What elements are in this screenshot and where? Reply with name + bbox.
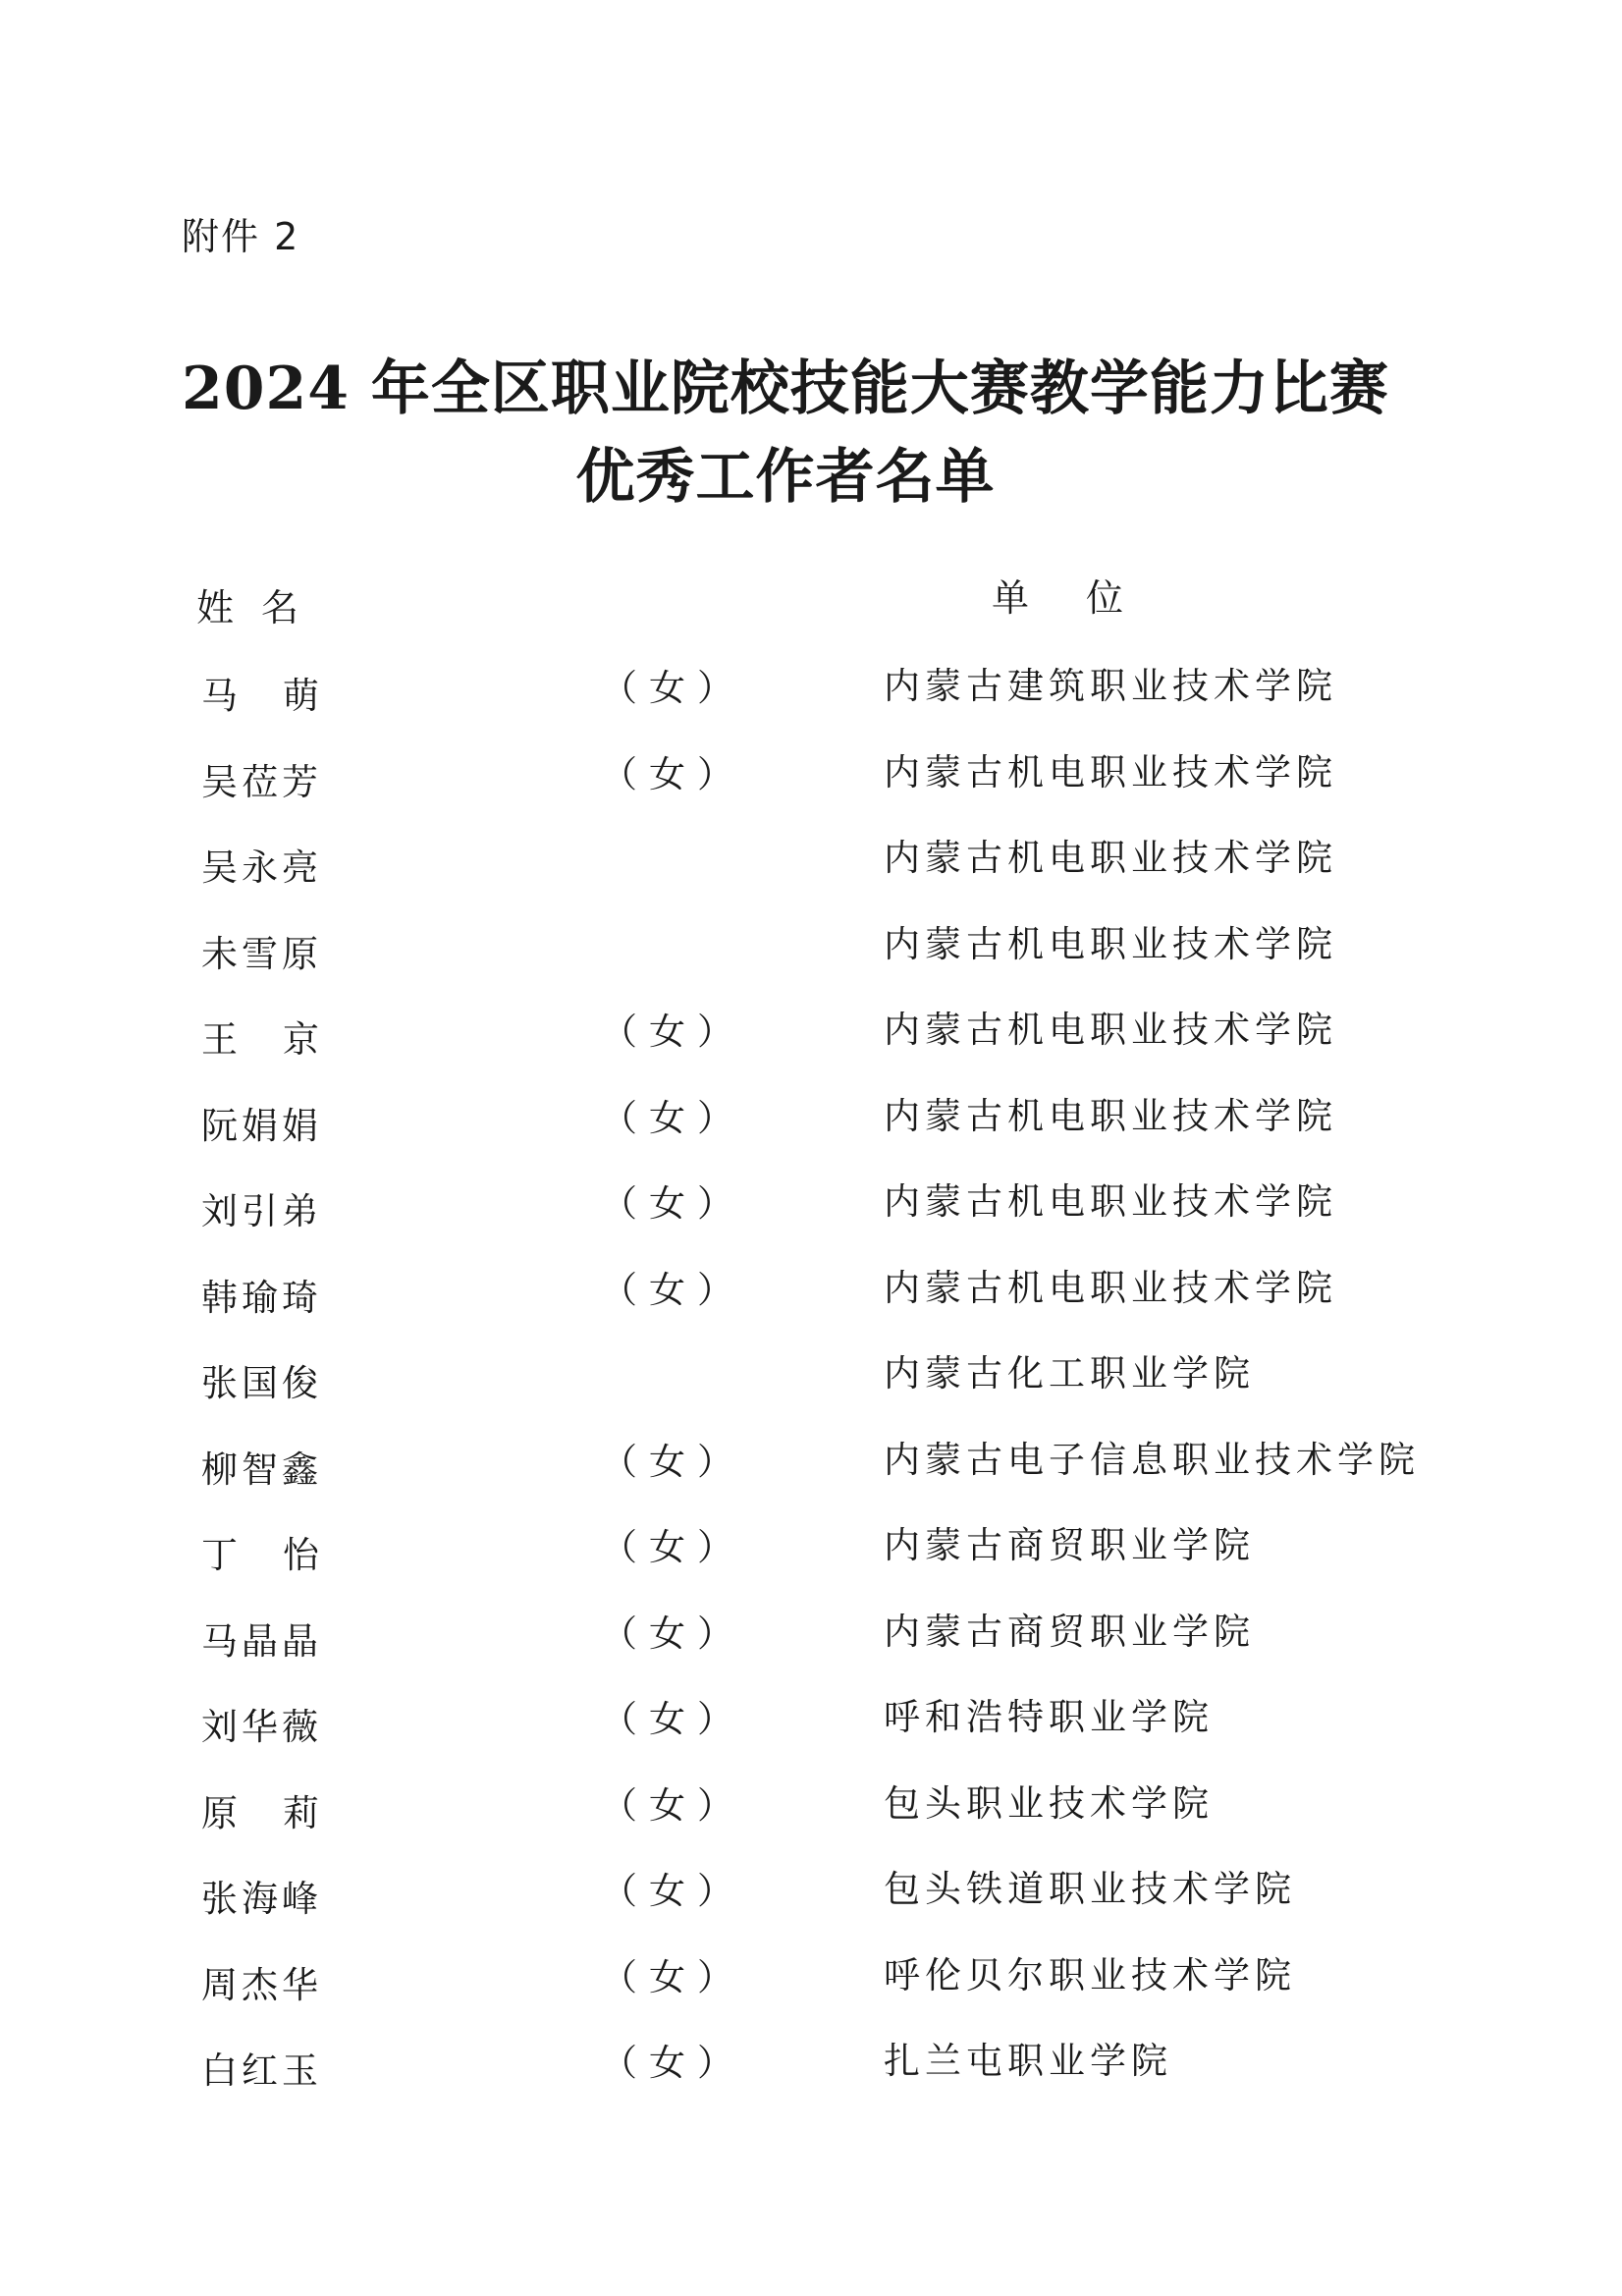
column-header-unit: 单位 — [992, 576, 1181, 620]
column-header-name: 姓名 — [196, 586, 327, 629]
unit-name: 呼伦贝尔职业技术学院 — [884, 1953, 1296, 1996]
list-item — [0, 1088, 1622, 1175]
list-item — [0, 744, 1622, 831]
gender-note: （女） — [601, 1268, 745, 1311]
gender-note: （女） — [601, 1870, 745, 1912]
document-title-line-1: 2024 年全区职业院校技能大赛教学能力比赛 — [182, 355, 1389, 423]
unit-name: 内蒙古机电职业技术学院 — [884, 837, 1337, 879]
person-name: 刘华薇 — [201, 1706, 322, 1748]
list-item — [0, 1776, 1622, 1862]
person-name: 柳智鑫 — [201, 1448, 322, 1491]
attachment-label: 附件 2 — [182, 215, 300, 258]
gender-note: （女） — [601, 1096, 745, 1139]
list-item — [0, 1174, 1622, 1260]
person-name: 马萌 — [201, 675, 364, 717]
person-name: 未雪原 — [201, 932, 322, 975]
person-name: 张海峰 — [201, 1878, 322, 1920]
unit-name: 内蒙古机电职业技术学院 — [884, 1094, 1337, 1137]
gender-note: （女） — [601, 1955, 745, 1998]
person-name: 吴永亮 — [201, 847, 322, 889]
person-name: 周杰华 — [201, 1963, 322, 2006]
gender-note: （女） — [601, 2042, 745, 2084]
list-item — [0, 1689, 1622, 1776]
unit-name: 扎兰屯职业学院 — [884, 2040, 1172, 2082]
list-item — [0, 1947, 1622, 2034]
gender-note: （女） — [601, 1698, 745, 1740]
list-item — [0, 1345, 1622, 1432]
list-item — [0, 1604, 1622, 1690]
list-item — [0, 658, 1622, 744]
list-item — [0, 1260, 1622, 1346]
unit-name: 内蒙古机电职业技术学院 — [884, 1266, 1337, 1309]
gender-note: （女） — [601, 1612, 745, 1655]
unit-name: 内蒙古商贸职业学院 — [884, 1524, 1255, 1566]
list-item — [0, 830, 1622, 916]
unit-name: 内蒙古化工职业学院 — [884, 1352, 1255, 1394]
gender-note: （女） — [601, 1182, 745, 1225]
unit-name: 内蒙古商贸职业学院 — [884, 1610, 1255, 1653]
gender-note: （女） — [601, 1526, 745, 1568]
person-name: 刘引弟 — [201, 1190, 322, 1232]
list-item — [0, 916, 1622, 1003]
person-name: 丁怡 — [201, 1534, 364, 1576]
list-item — [0, 1002, 1622, 1088]
unit-name: 内蒙古机电职业技术学院 — [884, 1009, 1337, 1051]
unit-name: 内蒙古机电职业技术学院 — [884, 922, 1337, 965]
gender-note: （女） — [601, 1783, 745, 1827]
person-name: 阮娟娟 — [201, 1104, 322, 1147]
unit-name: 包头铁道职业技术学院 — [884, 1868, 1296, 1910]
person-name: 张国俊 — [201, 1362, 322, 1404]
unit-name: 呼和浩特职业学院 — [884, 1696, 1214, 1738]
document-title-line-2: 优秀工作者名单 — [575, 443, 996, 512]
list-item — [0, 1432, 1622, 1518]
person-name: 王京 — [201, 1018, 364, 1061]
unit-name: 内蒙古建筑职业技术学院 — [884, 665, 1337, 707]
gender-note: （女） — [601, 1011, 745, 1053]
unit-name: 内蒙古机电职业技术学院 — [884, 750, 1337, 793]
person-name: 马晶晶 — [201, 1619, 322, 1663]
person-name: 韩瑜琦 — [201, 1276, 322, 1319]
unit-name: 内蒙古机电职业技术学院 — [884, 1180, 1337, 1223]
person-name: 白红玉 — [201, 2050, 322, 2092]
gender-note: （女） — [601, 667, 745, 709]
name-list — [0, 658, 1622, 2119]
gender-note: （女） — [601, 1440, 745, 1483]
list-item — [0, 2033, 1622, 2119]
person-name: 原莉 — [201, 1791, 364, 1834]
person-name: 吴莅芳 — [201, 760, 322, 803]
unit-name: 包头职业技术学院 — [884, 1781, 1214, 1825]
gender-note: （女） — [601, 752, 745, 795]
list-item — [0, 1517, 1622, 1604]
unit-name: 内蒙古电子信息职业技术学院 — [884, 1438, 1420, 1481]
list-item — [0, 1861, 1622, 1947]
